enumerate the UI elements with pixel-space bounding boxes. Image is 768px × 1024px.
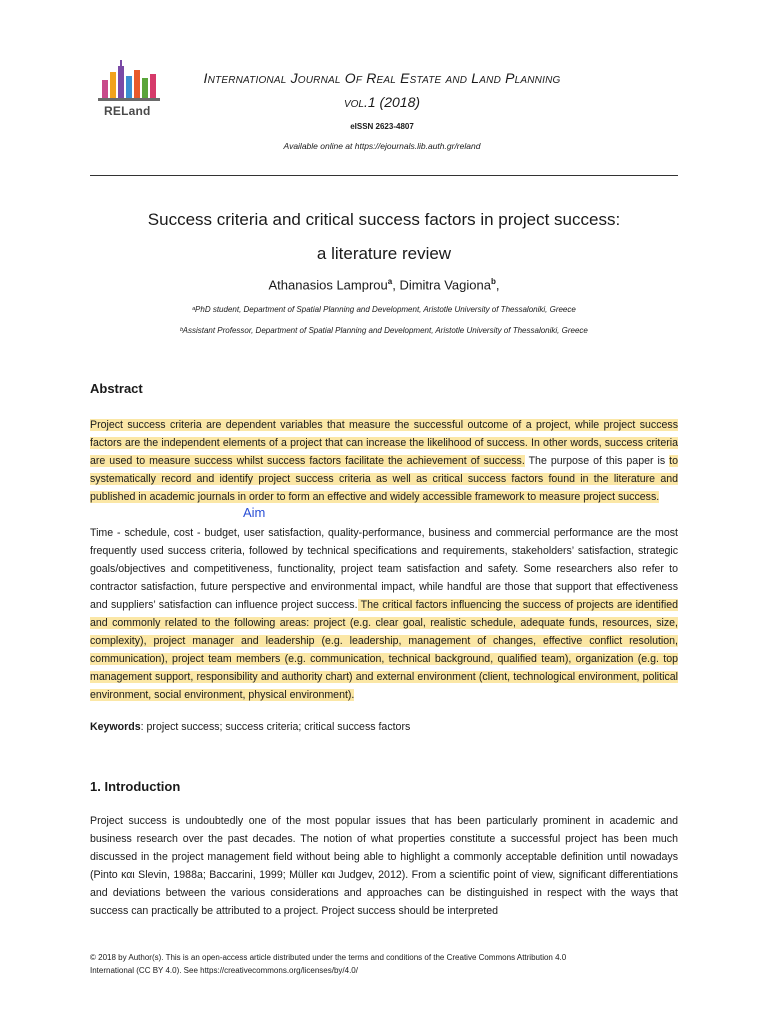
highlight-critical-factors: The critical factors influencing the success of projects are identified and commonly related to the following areas: project (e.g. clear goal, realistic schedule, adequate funds, resources, size, complexity), project manager and leadership (e.g. leadership, management of changes, effective conflict resolution, communication), project team members (e.g. communication, technical background, qualified team), organization (e.g. top management support, responsibility and authority chart) and external environment (client, technological environment, political environment, social environment, physical environment).: [90, 599, 678, 701]
header-divider: [90, 175, 678, 176]
author-separator: , Dimitra Vagiona: [392, 277, 491, 293]
introduction-heading: 1. Introduction: [90, 779, 181, 794]
abstract-heading: Abstract: [90, 381, 143, 396]
license-line-1: © 2018 by Author(s). This is an open-access article distributed under the terms and conditions of the Creative Commons Attribution 4.0: [90, 953, 567, 962]
author-2-sup: b: [490, 277, 496, 286]
availability-note: Available online at https://ejournals.lib.auth.gr/reland: [283, 141, 481, 151]
aim-annotation: Aim: [243, 505, 266, 520]
journal-volume: vol.1 (2018): [343, 94, 421, 110]
abstract-paragraph-2: [90, 524, 678, 704]
affiliation-a: ᵃPhD student, Department of Spatial Planning and Development, Aristotle University of Thessaloniki, Greece: [192, 305, 576, 314]
abstract-paragraph-1: [90, 416, 678, 506]
journal-name: International Journal Of Real Estate and Land Planning: [203, 70, 561, 86]
logo-text: RELand: [104, 104, 151, 118]
journal-logo: [96, 58, 168, 122]
introduction-paragraph: Project success is undoubtedly one of the most popular issues that has been particularly prominent in academic and business research over the past decades. The notion of what properties constitute a successful project has been much discussed in the project management field without being able to highlight a commonly acceptable definition until nowadays (Pinto και Slevin, 1988a; Baccarini, 1999; Müller και Judgev, 2012). From a scientific point of view, significant differentiations and deviations between the various considerations and approaches can be distinguished in respect with the ways that success can practically be attributed to a project. Project success should be interpreted: [90, 815, 678, 917]
affiliation-b: ᵇAssistant Professor, Department of Spatial Planning and Development, Aristotle University of Thessaloniki, Greece: [180, 326, 588, 335]
author-end: ,: [495, 277, 500, 293]
keywords-text: : project success; success criteria; critical success factors: [140, 721, 411, 733]
article-title-line2: a literature review: [316, 244, 452, 263]
eissn: eISSN 2623-4807: [350, 122, 414, 131]
article-title-line1: Success criteria and critical success factors in project success:: [147, 210, 621, 229]
author-1-sup: a: [387, 277, 393, 286]
highlight-aim: to systematically record and identify project success criteria as well as critical success factors found in the literature and published in academic journals in order to form an effective and widely accessible framework to measure project success.: [90, 455, 678, 503]
authors: [90, 277, 678, 292]
abstract-criteria-text: Time - schedule, cost - budget, user satisfaction, quality-performance, business and commercial performance are the most frequently used success criteria, followed by technical specifications and requirements, stakeholders’ satisfaction, strategic goals/objectives and competitiveness, functionality, project team satisfaction and safety. Some researchers also refer to contractor satisfaction, future perspective and environmental impact, while handful are those that support that effectiveness and suppliers’ satisfaction can influence project success.: [90, 527, 678, 611]
author-1: Athanasios Lamprou: [268, 277, 388, 293]
keywords-label: Keywords: [90, 721, 141, 733]
keywords: [90, 721, 410, 733]
abstract-plain-text: The purpose of this paper is: [524, 455, 670, 467]
highlight-definitions: Project success criteria are dependent variables that measure the successful outcome of a project, while project success factors are the independent elements of a project that can increase the likelihood of success. In other words, success criteria are used to measure success whilst success factors facilitate the achievement of success.: [90, 419, 678, 467]
license-footer: [90, 951, 678, 977]
license-line-2: International (CC BY 4.0). See https://creativecommons.org/licenses/by/4.0/: [90, 966, 358, 975]
